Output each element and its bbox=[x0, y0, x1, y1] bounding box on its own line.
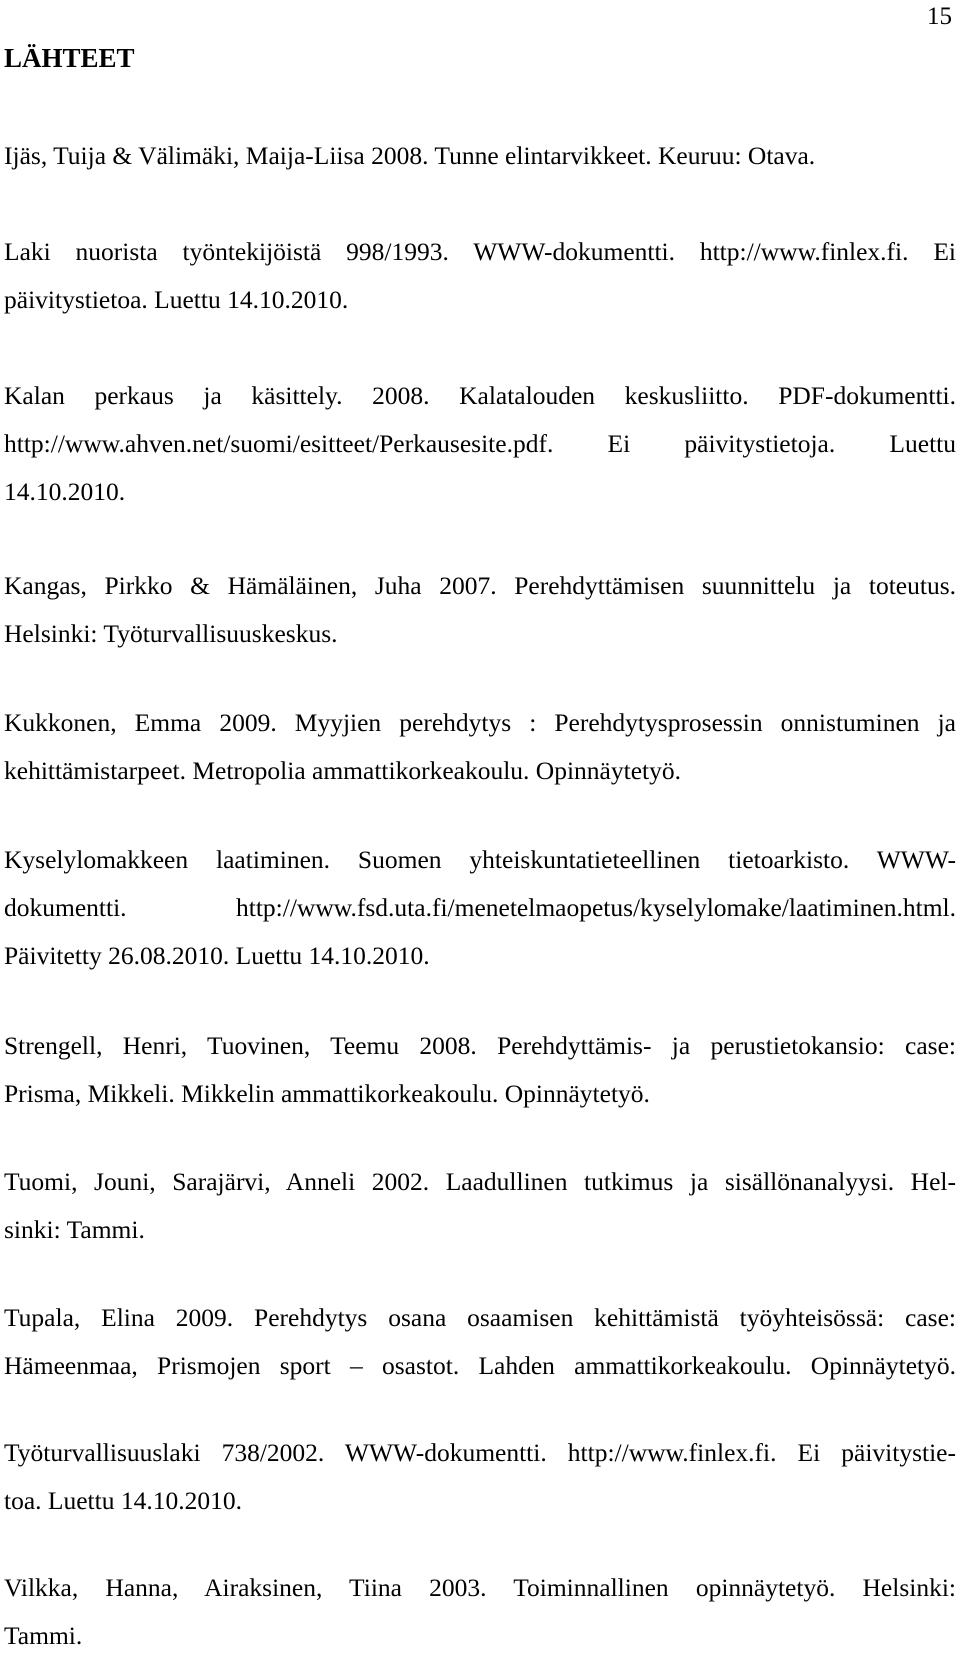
reference-item bbox=[4, 1022, 956, 1118]
reference-list bbox=[4, 132, 956, 1660]
reference-line: Helsinki: Työturvallisuuskeskus. bbox=[4, 619, 338, 648]
reference-line: Tammi. bbox=[4, 1621, 83, 1650]
reference-item bbox=[4, 1564, 956, 1660]
reference-line: Työturvallisuuslaki 738/2002. WWW-dokumentti. http://www.finlex.fi. Ei päivitystie- bbox=[4, 1438, 956, 1467]
reference-line: Laki nuorista työntekijöistä 998/1993. WWW-dokumentti. http://www.finlex.fi. Ei bbox=[4, 237, 956, 266]
reference-line: dokumentti. http://www.fsd.uta.fi/menetelmaopetus/kyselylomake/laatiminen.html. bbox=[4, 893, 956, 922]
reference-line: Vilkka, Hanna, Airaksinen, Tiina 2003. Toiminnallinen opinnäytetyö. Helsinki: bbox=[4, 1573, 956, 1602]
reference-line: 14.10.2010. bbox=[4, 477, 126, 506]
reference-line: http://www.ahven.net/suomi/esitteet/Perkausesite.pdf. Ei päivitystietoja. Luettu bbox=[4, 429, 956, 458]
reference-line: Tupala, Elina 2009. Perehdytys osana osaamisen kehittämistä työyhteisössä: case: bbox=[4, 1303, 956, 1332]
reference-item bbox=[4, 1429, 956, 1525]
reference-line: Päivitetty 26.08.2010. Luettu 14.10.2010. bbox=[4, 941, 430, 970]
reference-item bbox=[4, 132, 956, 180]
reference-line: kehittämistarpeet. Metropolia ammattikorkeakoulu. Opinnäytetyö. bbox=[4, 756, 681, 785]
reference-line: Kukkonen, Emma 2009. Myyjien perehdytys : Perehdytysprosessin onnistuminen ja bbox=[4, 708, 956, 737]
reference-item bbox=[4, 836, 956, 980]
reference-line: Strengell, Henri, Tuovinen, Teemu 2008. Perehdyttämis- ja perustietokansio: case: bbox=[4, 1031, 956, 1060]
reference-item bbox=[4, 1294, 956, 1390]
reference-item bbox=[4, 228, 956, 324]
page-heading: LÄHTEET bbox=[4, 43, 135, 73]
reference-line: toa. Luettu 14.10.2010. bbox=[4, 1486, 242, 1515]
reference-line: sinki: Tammi. bbox=[4, 1215, 145, 1244]
reference-item bbox=[4, 1158, 956, 1254]
reference-line: päivitystietoa. Luettu 14.10.2010. bbox=[4, 285, 349, 314]
reference-line: Kyselylomakkeen laatiminen. Suomen yhteiskuntatieteellinen tietoarkisto. WWW- bbox=[4, 845, 956, 874]
reference-item bbox=[4, 372, 956, 516]
reference-item bbox=[4, 699, 956, 795]
reference-line: Ijäs, Tuija & Välimäki, Maija-Liisa 2008. Tunne elintarvikkeet. Keuruu: Otava. bbox=[4, 141, 816, 170]
reference-line: Kangas, Pirkko & Hämäläinen, Juha 2007. Perehdyttämisen suunnittelu ja toteutus. bbox=[4, 571, 956, 600]
reference-line: Kalan perkaus ja käsittely. 2008. Kalatalouden keskusliitto. PDF-dokumentti. bbox=[4, 381, 956, 410]
page-number: 15 bbox=[927, 3, 952, 30]
reference-line: Tuomi, Jouni, Sarajärvi, Anneli 2002. Laadullinen tutkimus ja sisällönanalyysi. Hel- bbox=[4, 1167, 956, 1196]
reference-line: Prisma, Mikkeli. Mikkelin ammattikorkeakoulu. Opinnäytetyö. bbox=[4, 1079, 650, 1108]
reference-line: Hämeenmaa, Prismojen sport – osastot. Lahden ammattikorkeakoulu. Opinnäytetyö. bbox=[4, 1351, 956, 1380]
reference-item bbox=[4, 562, 956, 658]
